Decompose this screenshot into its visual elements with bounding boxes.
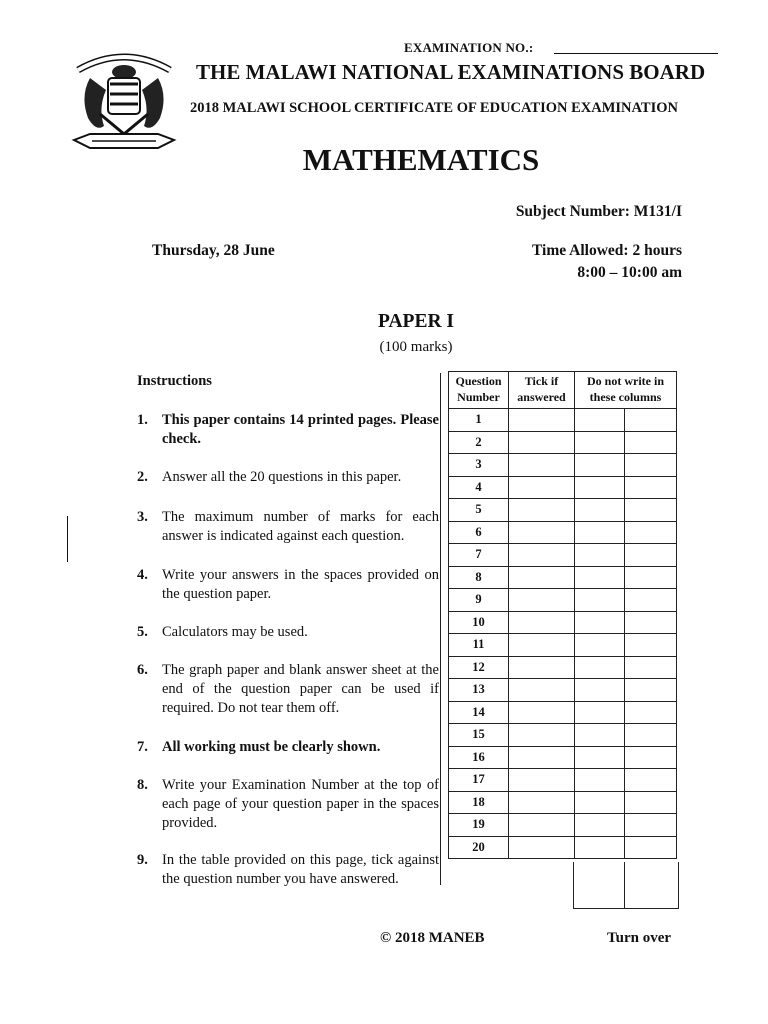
examiner-cell-b xyxy=(625,769,677,792)
tick-cell[interactable] xyxy=(509,679,575,702)
tick-cell[interactable] xyxy=(509,791,575,814)
question-tick-table xyxy=(448,371,677,859)
examiner-cell-b xyxy=(625,746,677,769)
instruction-item xyxy=(137,623,439,642)
tick-cell[interactable] xyxy=(509,701,575,724)
table-row xyxy=(449,409,677,432)
table-row xyxy=(449,431,677,454)
examiner-cell-b xyxy=(625,521,677,544)
subject-number: Subject Number: M131/I xyxy=(515,203,682,220)
question-number-cell: 17 xyxy=(449,769,509,792)
tick-cell[interactable] xyxy=(509,634,575,657)
instructions-heading: Instructions xyxy=(137,373,212,389)
examiner-cell-b xyxy=(625,476,677,499)
examiner-cell-b xyxy=(625,679,677,702)
examiner-cell-a xyxy=(575,431,625,454)
instruction-text: The maximum number of marks for each answer is indicated against each question. xyxy=(162,509,439,544)
instruction-number: 8. xyxy=(137,777,148,793)
examiner-cell-b xyxy=(625,589,677,612)
instruction-number: 4. xyxy=(137,567,148,583)
question-number-cell: 5 xyxy=(449,499,509,522)
tick-cell[interactable] xyxy=(509,814,575,837)
instruction-number: 9. xyxy=(137,852,148,868)
examiner-cell-a xyxy=(575,544,625,567)
question-number-cell: 13 xyxy=(449,679,509,702)
paper-title: PAPER I xyxy=(377,311,454,332)
table-row xyxy=(449,611,677,634)
table-row xyxy=(449,814,677,837)
question-rows xyxy=(449,409,677,859)
question-number-cell: 19 xyxy=(449,814,509,837)
table-row xyxy=(449,769,677,792)
tick-cell[interactable] xyxy=(509,589,575,612)
instruction-text: Write your answers in the spaces provided on the question paper. xyxy=(162,567,439,602)
question-number-cell: 4 xyxy=(449,476,509,499)
table-row xyxy=(449,791,677,814)
tick-cell[interactable] xyxy=(509,454,575,477)
table-row xyxy=(449,499,677,522)
instruction-item xyxy=(137,776,439,833)
instruction-text: Answer all the 20 questions in this paper. xyxy=(162,469,402,485)
turn-over: Turn over xyxy=(607,930,672,946)
question-number-cell: 15 xyxy=(449,724,509,747)
table-row xyxy=(449,454,677,477)
board-name: THE MALAWI NATIONAL EXAMINATIONS BOARD xyxy=(196,60,706,84)
instruction-text: In the table provided on this page, tick against the question number you have answered. xyxy=(162,852,439,887)
question-number-cell: 10 xyxy=(449,611,509,634)
examiner-cell-b xyxy=(625,409,677,432)
tick-cell[interactable] xyxy=(509,476,575,499)
question-number-cell: 8 xyxy=(449,566,509,589)
tick-cell[interactable] xyxy=(509,521,575,544)
time-range: 8:00 – 10:00 am xyxy=(577,264,682,281)
examiner-cell-b xyxy=(625,544,677,567)
table-row xyxy=(449,679,677,702)
table-row xyxy=(449,634,677,657)
table-row xyxy=(449,656,677,679)
examiner-cell-b xyxy=(625,836,677,859)
maneb-logo xyxy=(70,48,178,156)
table-row xyxy=(449,521,677,544)
tick-cell[interactable] xyxy=(509,769,575,792)
instruction-item xyxy=(137,411,439,449)
examiner-cell-a xyxy=(575,521,625,544)
instruction-item xyxy=(137,468,439,487)
examiner-cell-a xyxy=(575,499,625,522)
tick-cell[interactable] xyxy=(509,611,575,634)
instruction-text: All working must be clearly shown. xyxy=(162,739,381,755)
total-marks: (100 marks) xyxy=(379,339,453,355)
examiner-cell-b xyxy=(625,431,677,454)
question-number-cell: 9 xyxy=(449,589,509,612)
examiner-cell-a xyxy=(575,634,625,657)
examiner-cell-a xyxy=(575,656,625,679)
subject-title: MATHEMATICS xyxy=(302,142,540,177)
question-number-cell: 7 xyxy=(449,544,509,567)
header-tick-if-answered: Tick if answered xyxy=(509,372,575,409)
examiner-cell-b xyxy=(625,566,677,589)
instruction-number: 5. xyxy=(137,624,148,640)
table-row xyxy=(449,544,677,567)
tick-cell[interactable] xyxy=(509,499,575,522)
examiner-extra-box xyxy=(573,862,679,909)
table-row xyxy=(449,836,677,859)
question-number-cell: 20 xyxy=(449,836,509,859)
instruction-text: The graph paper and blank answer sheet at the end of the question paper can be used if required. Do not tear them off. xyxy=(162,662,439,716)
examiner-cell-b xyxy=(625,791,677,814)
instruction-item xyxy=(137,738,439,757)
examination-number-blank[interactable] xyxy=(554,53,718,54)
examiner-cell-a xyxy=(575,589,625,612)
instruction-item xyxy=(137,661,439,718)
question-number-cell: 12 xyxy=(449,656,509,679)
question-number-cell: 16 xyxy=(449,746,509,769)
table-row xyxy=(449,566,677,589)
tick-cell[interactable] xyxy=(509,566,575,589)
exam-date: Thursday, 28 June xyxy=(152,242,275,259)
table-row xyxy=(449,476,677,499)
examiner-cell-b xyxy=(625,611,677,634)
examiner-cell-a xyxy=(575,724,625,747)
examiner-cell-b xyxy=(625,499,677,522)
examiner-cell-a xyxy=(575,454,625,477)
tick-cell[interactable] xyxy=(509,656,575,679)
question-number-cell: 3 xyxy=(449,454,509,477)
examiner-cell-b xyxy=(625,656,677,679)
header-do-not-write: Do not write in these columns xyxy=(575,372,677,409)
instruction-number: 2. xyxy=(137,469,148,485)
copyright: © 2018 MANEB xyxy=(380,930,485,946)
tick-cell[interactable] xyxy=(509,836,575,859)
header-question-number: Question Number xyxy=(449,372,509,409)
instruction-number: 6. xyxy=(137,662,148,678)
examiner-cell-a xyxy=(575,409,625,432)
tick-cell[interactable] xyxy=(509,746,575,769)
examiner-cell-a xyxy=(575,746,625,769)
tick-cell[interactable] xyxy=(509,431,575,454)
question-number-cell: 11 xyxy=(449,634,509,657)
examiner-cell-a xyxy=(575,769,625,792)
question-number-cell: 1 xyxy=(449,409,509,432)
tick-cell[interactable] xyxy=(509,724,575,747)
table-row xyxy=(449,724,677,747)
question-number-cell: 2 xyxy=(449,431,509,454)
examiner-cell-a xyxy=(575,476,625,499)
examiner-cell-b xyxy=(625,701,677,724)
instruction-number: 1. xyxy=(137,412,148,428)
examiner-cell-b xyxy=(625,814,677,837)
table-row xyxy=(449,701,677,724)
exam-title: 2018 MALAWI SCHOOL CERTIFICATE OF EDUCATION EXAMINATION xyxy=(190,100,678,116)
instruction-item xyxy=(137,508,439,546)
examination-number-label: EXAMINATION NO.: xyxy=(404,40,534,55)
margin-pen-mark xyxy=(67,516,68,562)
examiner-cell-a xyxy=(575,566,625,589)
examiner-cell-a xyxy=(575,791,625,814)
instruction-number: 7. xyxy=(137,739,148,755)
examiner-cell-a xyxy=(575,611,625,634)
tick-cell[interactable] xyxy=(509,409,575,432)
examiner-cell-a xyxy=(575,836,625,859)
instruction-item xyxy=(137,851,439,889)
examiner-cell-a xyxy=(575,701,625,724)
table-row xyxy=(449,746,677,769)
examiner-cell-b xyxy=(625,634,677,657)
examiner-cell-a xyxy=(575,814,625,837)
instruction-item xyxy=(137,566,439,604)
examiner-cell-b xyxy=(625,724,677,747)
instruction-text: Write your Examination Number at the top of each page of your question paper in the spaces provided. xyxy=(162,777,439,831)
examiner-cell-a xyxy=(575,679,625,702)
instruction-text: This paper contains 14 printed pages. Please check. xyxy=(162,412,439,447)
examiner-extra-divider xyxy=(624,862,625,908)
question-number-cell: 6 xyxy=(449,521,509,544)
coat-of-arms-icon xyxy=(70,48,178,156)
question-number-cell: 14 xyxy=(449,701,509,724)
examiner-cell-b xyxy=(625,454,677,477)
question-number-cell: 18 xyxy=(449,791,509,814)
instruction-text: Calculators may be used. xyxy=(162,624,308,640)
table-row xyxy=(449,589,677,612)
instruction-number: 3. xyxy=(137,509,148,525)
tick-cell[interactable] xyxy=(509,544,575,567)
time-allowed: Time Allowed: 2 hours xyxy=(532,242,682,259)
